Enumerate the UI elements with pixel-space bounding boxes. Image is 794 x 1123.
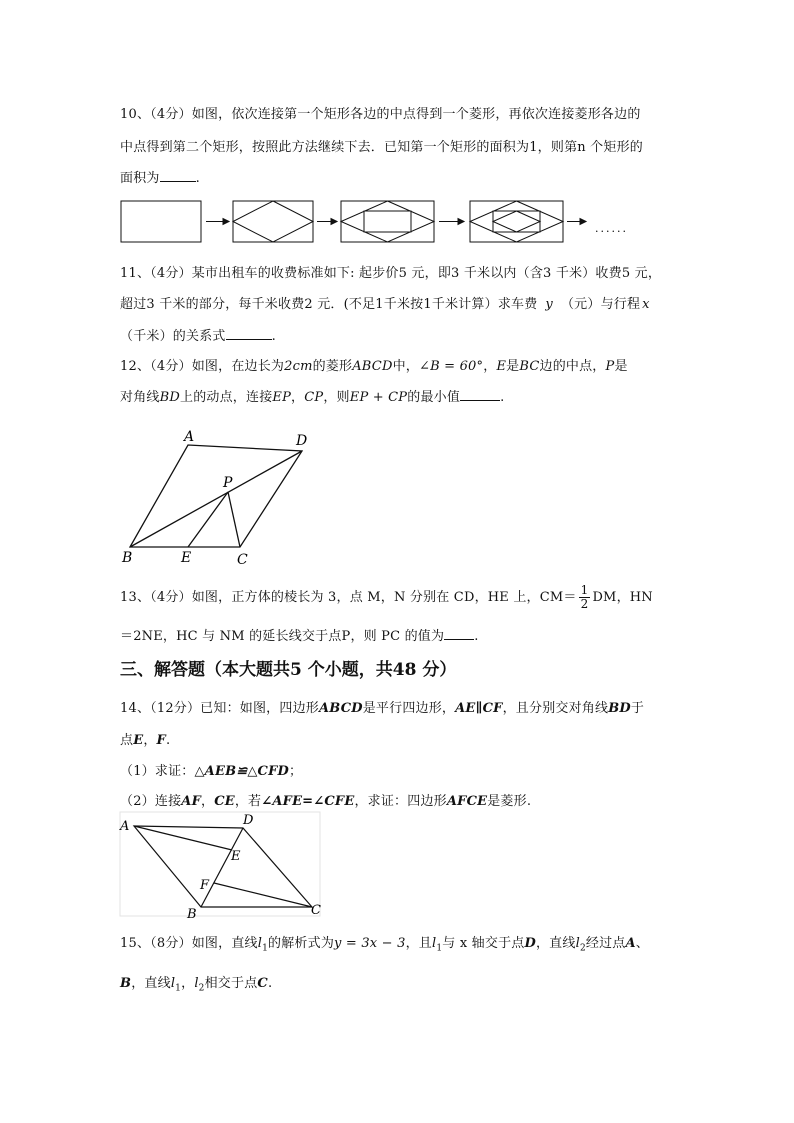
- ellipsis: ......: [595, 222, 628, 235]
- q13-line2: ＝2NE，HC 与 NM 的延长线交于点P，则 PC 的值为 .: [120, 629, 479, 644]
- inner-rect-3: [364, 211, 411, 232]
- answer-blank-q13[interactable]: [444, 627, 474, 640]
- label-E: E: [231, 849, 241, 864]
- segment-AE: [134, 826, 232, 850]
- q14-line2: 点E，F.: [120, 733, 171, 748]
- rect-1: [121, 201, 201, 242]
- segment-CP: [228, 492, 240, 547]
- diagonal-BD: [201, 828, 243, 907]
- q10-line1: 10、（4分）如图，依次连接第一个矩形各边的中点得到一个菱形，再依次连接菱形各边的: [120, 107, 641, 122]
- answer-blank-q10[interactable]: [160, 169, 196, 182]
- segment-CF: [214, 883, 312, 907]
- rect-4: [470, 201, 563, 242]
- q10-line3: 面积为 .: [120, 171, 200, 186]
- q13-line1: 13、（4分）如图，正方体的棱长为 3，点 M，N 分别在 CD，HE 上，CM＝ $\frac{1}{2}$ DM，HN: [120, 583, 653, 611]
- rect-3: [341, 201, 434, 242]
- label-D: D: [243, 813, 254, 828]
- q11-line1: 11、（4分）某市出租车的收费标准如下: 起步价5 元，即3 千米以内（含3 千米）收费5 元，: [120, 266, 662, 281]
- q14-parallelogram-figure: [116, 810, 326, 920]
- label-C: C: [237, 552, 248, 568]
- label-A: A: [184, 429, 195, 445]
- label-P: P: [223, 475, 233, 491]
- q14-sub2: （2）连接AF，CE，若∠AFE=∠CFE，求证：四边形AFCE是菱形.: [120, 794, 532, 809]
- diagonal-BD: [130, 451, 302, 547]
- q12-line1: 12、（4分）如图，在边长为2cm的菱形ABCD中，∠B = 60°，E是BC边的中点，P是: [120, 359, 628, 374]
- label-F: F: [200, 878, 210, 893]
- rhombus-3: [341, 201, 434, 242]
- segment-EP: [188, 492, 228, 547]
- label-B: B: [187, 907, 197, 920]
- rhombus-ABCD: [130, 445, 302, 547]
- section-3-heading: 三、解答题（本大题共5 个小题，共48 分）: [120, 660, 457, 680]
- inner-rhombus-4: [493, 211, 540, 232]
- label-B: B: [122, 550, 133, 566]
- q15-line1: 15、（8分）如图，直线$l_1$的解析式为y = 3x − 3，且$l_1$与 x 轴交于点D，直线$l_2$经过点A、: [120, 936, 649, 954]
- q14-sub1: （1）求证：△AEB≌△CFD；: [120, 764, 303, 779]
- label-A: A: [120, 819, 130, 834]
- inner-rect-4: [493, 211, 540, 232]
- q12-line2: 对角线BD上的动点，连接EP，CP，则EP + CP的最小值 .: [120, 390, 505, 405]
- label-E: E: [181, 550, 192, 566]
- q15-line2: B，直线$l_1$，$l_2$相交于点C.: [120, 976, 273, 994]
- rhombus-4: [470, 201, 563, 242]
- answer-blank-q11[interactable]: [226, 327, 272, 340]
- rhombus-2: [233, 201, 313, 242]
- answer-blank-q12[interactable]: [460, 388, 500, 401]
- q11-line2: 超过3 千米的部分，每千米收费2 元．(不足1千米按1千米计算）求车费 y （元）与行程 x: [120, 297, 650, 312]
- q14-line1: 14、（12分）已知：如图，四边形ABCD是平行四边形，AE∥CF，且分别交对角线BD于: [120, 701, 645, 716]
- q10-rectangle-sequence-figure: [115, 196, 645, 248]
- rect-2: [233, 201, 313, 242]
- fraction-one-half: $\frac{1}{2}$: [580, 583, 589, 611]
- q12-rhombus-figure: [118, 426, 318, 571]
- q10-line2: 中点得到第二个矩形，按照此方法继续下去．已知第一个矩形的面积为1，则第n 个矩形的: [120, 140, 643, 155]
- label-C: C: [311, 903, 321, 918]
- label-D: D: [296, 433, 308, 449]
- q11-line3: （千米）的关系式 .: [120, 329, 276, 344]
